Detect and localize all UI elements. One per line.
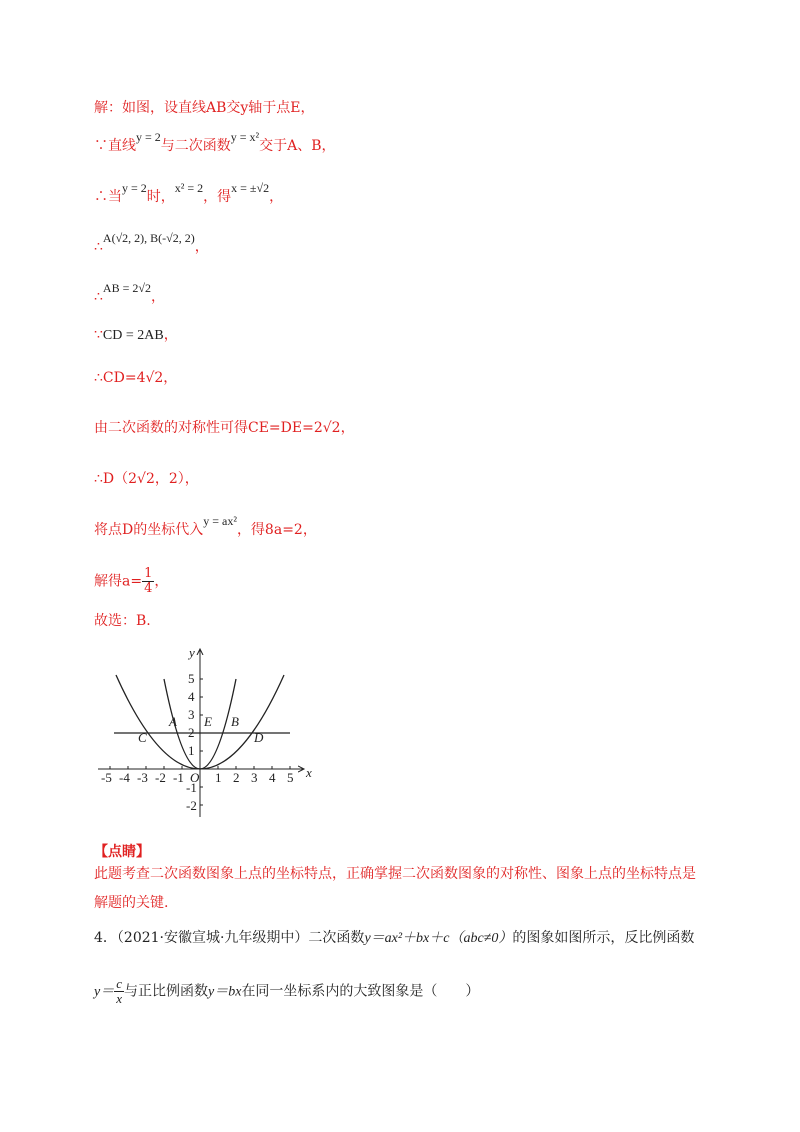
origin-label: O <box>190 770 200 785</box>
comment-heading: 【点睛】 <box>94 844 150 860</box>
x-tick-label: 1 <box>215 770 222 785</box>
x-tick-label: 5 <box>287 770 294 785</box>
solution-line-12: 故选：B. <box>94 613 151 629</box>
y-tick-label: 2 <box>188 725 195 740</box>
x-tick-label: -1 <box>173 770 184 785</box>
solution-line-7: ∴CD=4√2， <box>94 370 178 386</box>
comment-line-2: 解题的关键. <box>94 895 169 911</box>
x-tick-label: 4 <box>269 770 276 785</box>
point-label-e: E <box>204 714 212 729</box>
solution-line-5: ∴AB = 2√2， <box>94 281 165 305</box>
x-tick-label: -3 <box>137 770 148 785</box>
parabola-graph <box>94 645 324 820</box>
point-label-d: D <box>254 730 264 745</box>
fraction-c-over-x: $\frac{c}{x}$ <box>116 976 122 1006</box>
solution-line-8: 由二次函数的对称性可得CE=DE=2√2， <box>94 420 355 436</box>
y-tick-label: -1 <box>186 780 197 795</box>
solution-line-11: 解得a= $\frac{1}{4}$ ， <box>94 566 169 596</box>
x-tick-label: 3 <box>251 770 258 785</box>
y-tick-label: 4 <box>188 689 195 704</box>
solution-line-6: ∵CD = 2AB， <box>94 327 178 343</box>
solution-line-3: ∴当y = 2时，x² = 2，得x = ±√2， <box>94 181 284 205</box>
x-tick-label: -5 <box>101 770 112 785</box>
solution-line-2: ∵直线y = 2与二次函数y = x²交于A、B， <box>94 130 336 154</box>
y-tick-label: 3 <box>188 707 195 722</box>
solution-line-10: 将点D的坐标代入y = ax²，得8a=2， <box>94 514 317 538</box>
x-tick-label: -4 <box>119 770 130 785</box>
y-tick-label: 5 <box>188 671 195 686</box>
solution-line-1: 解：如图，设直线AB交y轴于点E， <box>94 100 315 116</box>
x-tick-label: -2 <box>155 770 166 785</box>
point-label-a: A <box>169 714 177 729</box>
point-label-b: B <box>231 714 239 729</box>
solution-line-4: ∴A(√2, 2), B(-√2, 2)， <box>94 231 209 255</box>
x-axis-label: x <box>306 765 312 780</box>
x-tick-label: 2 <box>233 770 240 785</box>
fraction-one-quarter: $\frac{1}{4}$ <box>144 566 153 596</box>
comment-line-1: 此题考查二次函数图象上点的坐标特点，正确掌握二次函数图象的对称性、图象上点的坐标特点是 <box>94 866 696 882</box>
y-tick-label: -2 <box>186 798 197 813</box>
point-label-c: C <box>138 730 147 745</box>
y-tick-label: 1 <box>188 743 195 758</box>
question-4-line-1: 4．（2021·安徽宣城·九年级期中）二次函数y＝ax²＋bx＋c（abc≠0）的图象如图所示，反比例函数 <box>94 930 695 946</box>
y-axis-label: y <box>189 645 195 660</box>
solution-line-9: ∴D（2√2，2）， <box>94 471 199 487</box>
question-4-line-2: y＝ $\frac{c}{x}$ 与正比例函数y＝bx在同一坐标系内的大致图象是（ ） <box>94 976 480 1006</box>
